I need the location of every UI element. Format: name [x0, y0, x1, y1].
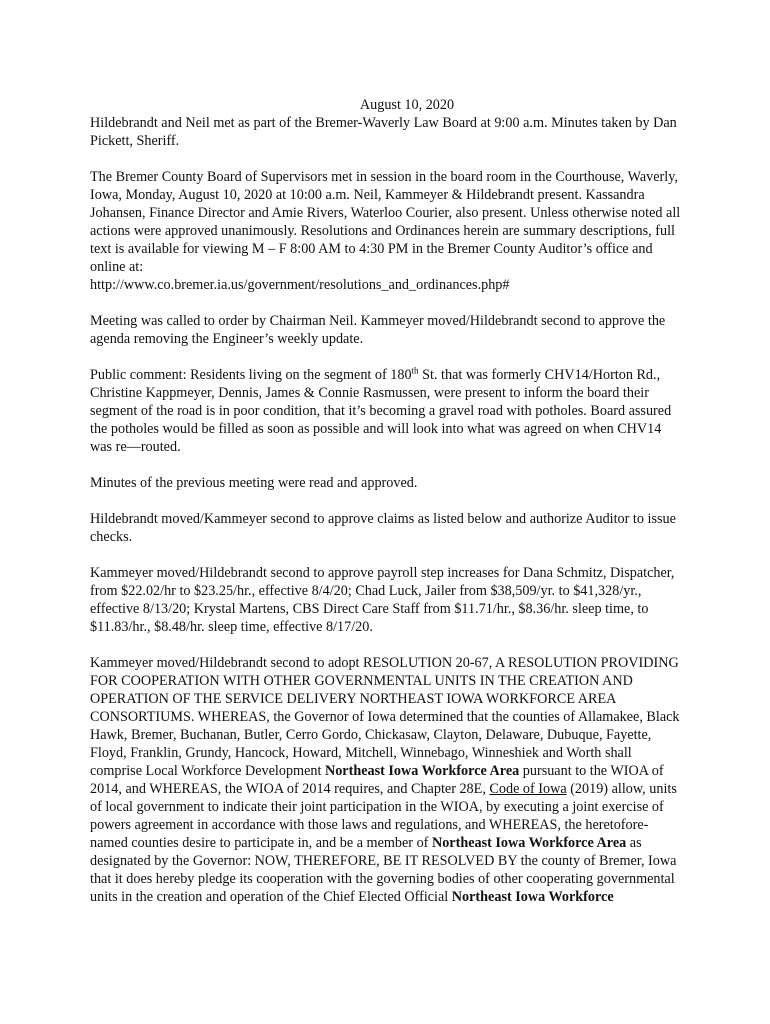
- resolution-bold-1: Northeast Iowa Workforce Area: [324, 763, 520, 779]
- resolution-bold-2: Northeast Iowa Workforce Area: [431, 835, 627, 851]
- code-of-iowa: Code of Iowa: [489, 781, 567, 797]
- paragraph-minutes: Minutes of the previous meeting were read and approved.: [90, 475, 418, 491]
- paragraph-session: [90, 168, 684, 294]
- resolution-text-d: (2019) allow, units of local government to indicate their joint participation in the WIOA, by executing a joint exercise of powers agreement in accordance with those laws and regulations, and WHEREAS, the heretofore-named counties desire to participate in, and be a member of: [90, 781, 677, 851]
- resolution-bold-3: Northeast Iowa Workforce: [451, 889, 614, 905]
- paragraph-call-to-order: Meeting was called to order by Chairman Neil. Kammeyer moved/Hildebrandt second to approve the agenda removing the Engineer’s weekly update.: [90, 313, 666, 347]
- resolution-text-e: as designated by the Governor: NOW, THEREFORE, BE IT RESOLVED BY the county of Bremer, Iowa that it does hereby pledge its cooperation with the governing bodies of other cooperating governmental units in the creation and operation of the Chief Elected Official: [90, 835, 677, 905]
- paragraph-payroll: Kammeyer moved/Hildebrandt second to approve payroll step increases for Dana Schmitz, Dispatcher, from $22.02/hr to $23.25/hr., effective 8/4/20; Chad Luck, Jailer from $38,509/yr. to $41,328/yr., effective 8/13/20; Krystal Martens, CBS Direct Care Staff from $11.71/hr., $8.36/hr. sleep time, to $11.83/hr., $8.48/hr. sleep time, effective 8/17/20.: [90, 565, 675, 635]
- paragraph-law-board: Hildebrandt and Neil met as part of the Bremer-Waverly Law Board at 9:00 a.m. Minutes taken by Dan Pickett, Sheriff.: [90, 115, 677, 149]
- document-date: August 10, 2020: [359, 97, 455, 113]
- resolution-text-c: pursuant to the WIOA of 2014, and WHEREAS, the WIOA of 2014 requires, and Chapter 28E,: [90, 763, 664, 797]
- paragraph-public-comment: [90, 366, 684, 456]
- resolution-text-a: Kammeyer moved/Hildebrandt second to adopt RESOLUTION 20-67, A RESOLUTION PROVIDING FOR COOPERATION WITH OTHER GOVERNMENTAL UNITS IN THE CREATION AND OPERATION OF THE SERVICE DELIVERY NORTHEAST IOWA WORKFORCE AREA CONSORTIUMS. WHEREAS, the Governor of Iowa determined that the counties of Allamakee, Black Hawk, Bremer, Buchanan, Butler, Cerro Gordo, Chickasaw, Clayton, Delaware, Dubuque, Fayette, Floyd, Franklin, Grundy, Hancock, Howard, Mitchell, Winnebago, Winneshiek and Worth shall comprise Local Workforce Development: [90, 655, 680, 779]
- ordinal-suffix: th: [411, 365, 419, 376]
- paragraph-claims: Hildebrandt moved/Kammeyer second to approve claims as listed below and authorize Auditor to issue checks.: [90, 511, 676, 545]
- public-comment-text-b: St. that was formerly CHV14/Horton Rd., Christine Kappmeyer, Dennis, James & Connie Rasmussen, were present to inform the board their segment of the road is in poor condition, that it’s becoming a gravel road with potholes. Board assured the potholes would be filled as soon as possible and will look into what was agreed on when CHV14 was re—routed.: [90, 367, 672, 455]
- session-text: The Bremer County Board of Supervisors met in session in the board room in the Courthouse, Waverly, Iowa, Monday, August 10, 2020 at 10:00 a.m. Neil, Kammeyer & Hildebrandt present. Kassandra Johansen, Finance Director and Amie Rivers, Waterloo Courier, also present. Unless otherwise noted all actions were approved unanimously. Resolutions and Ordinances herein are summary descriptions, full text is available for viewing M – F 8:00 AM to 4:30 PM in the Bremer County Auditor’s office and online at:: [90, 169, 681, 275]
- paragraph-resolution: [90, 654, 684, 906]
- document-page: [90, 96, 684, 924]
- resolutions-url: http://www.co.bremer.ia.us/government/resolutions_and_ordinances.php#: [90, 277, 510, 293]
- public-comment-text-a: Public comment: Residents living on the segment of 180: [90, 367, 412, 383]
